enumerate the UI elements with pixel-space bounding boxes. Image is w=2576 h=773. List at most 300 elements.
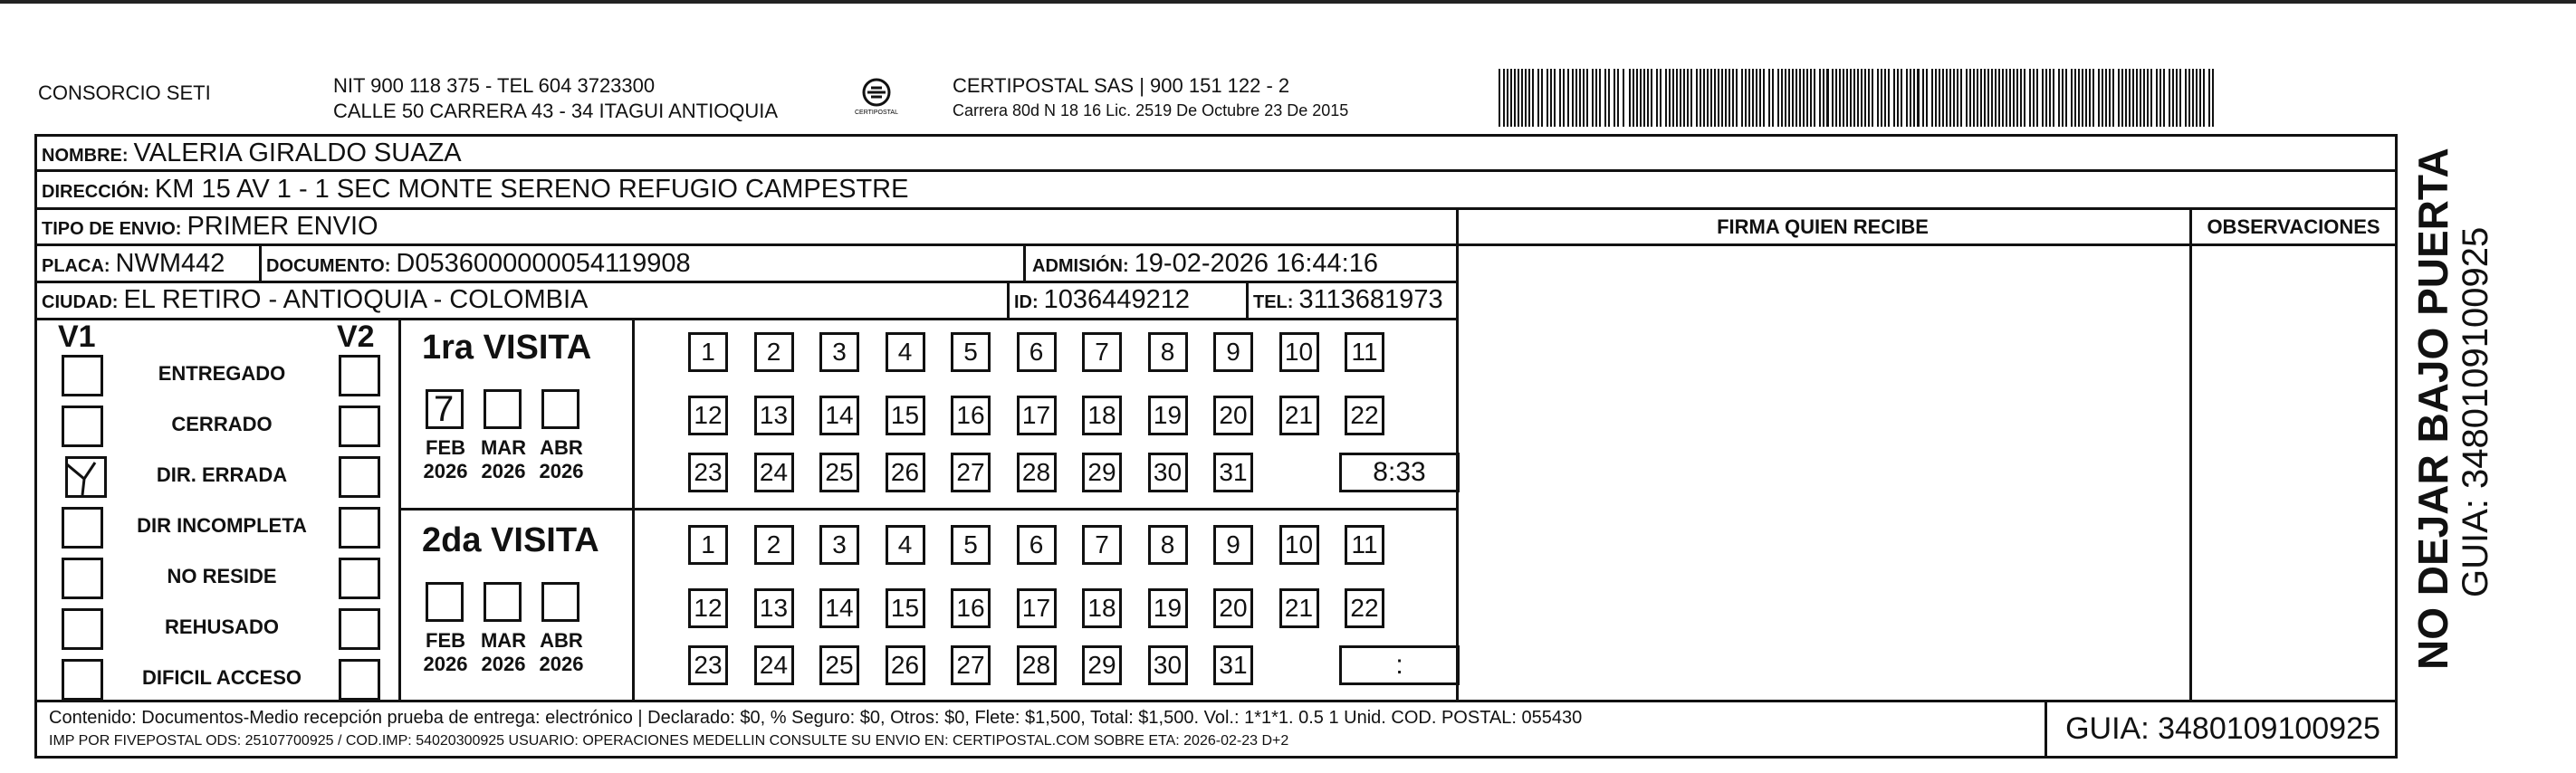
barcode-bar [1897,69,1899,127]
barcode-bar [2065,69,2067,127]
barcode-bar [1741,69,1743,127]
barcode-bar [1777,69,1779,127]
ciudad-value: EL RETIRO - ANTIOQUIA - COLOMBIA [123,285,589,314]
barcode-bar [1532,69,1534,127]
barcode-bar [1799,69,1801,127]
barcode-bar [1651,69,1652,127]
top-rule [0,0,2576,4]
barcode-bar [2132,69,2134,127]
time-box[interactable]: : [1339,645,1460,685]
day-box-27[interactable]: 27 [951,453,991,492]
company-name: CONSORCIO SETI [38,81,211,104]
barcode-bar [1763,69,1765,127]
day-box-23[interactable]: 23 [688,453,728,492]
barcode-bar [1917,69,1920,127]
barcode-bar [1913,69,1915,127]
month-year: 2026 [539,460,584,482]
barcode-bar [1864,69,1866,127]
barcode-bar [1592,69,1594,127]
barcode-bar [1977,69,1978,127]
admision-cell [1032,248,1378,282]
barcode-bar [1850,69,1852,127]
day-box-17[interactable]: 17 [1017,396,1057,435]
barcode-bar [1572,69,1574,127]
day-box-12[interactable]: 12 [688,396,728,435]
barcode-bar [2078,69,2080,127]
barcode-bar [2053,69,2054,127]
day-box-13[interactable]: 13 [754,588,794,628]
barcode-bar [1640,69,1642,127]
firma-label: FIRMA QUIEN RECIBE [1717,215,1929,238]
barcode-bar [1567,69,1569,127]
ciudad-label: CIUDAD: [42,292,119,312]
day-box-5[interactable]: 5 [951,332,991,372]
month-year: 2026 [481,653,526,675]
barcode-bar [1806,69,1808,127]
barcode-bar [1877,69,1879,127]
barcode-bar [2071,69,2073,127]
day-box-22[interactable]: 22 [1345,396,1384,435]
barcode-bar [1748,69,1750,127]
barcode-bar [1939,69,1940,127]
month-checkbox[interactable] [541,582,579,622]
logo-text: CERTIPOSTAL [855,110,898,116]
day-box-25[interactable]: 25 [819,453,859,492]
day-box-5[interactable]: 5 [951,525,991,565]
barcode-bar [1960,69,1962,127]
v2-checkbox[interactable] [339,507,380,549]
time-box[interactable]: 8:33 [1339,453,1460,492]
barcode-bar [2029,69,2031,127]
barcode-bar [1550,69,1552,127]
barcode-bar [1707,69,1709,127]
barcode-bar [1803,69,1805,127]
barcode-bar [1853,69,1855,127]
barcode-bar [1629,69,1631,127]
barcode-bar [1660,69,1661,127]
tel-value: 3113681973 [1298,285,1443,314]
direccion-row [42,174,908,207]
day-box-21[interactable]: 21 [1279,588,1319,628]
barcode-bar [1518,69,1519,127]
barcode-bar [1792,69,1794,127]
barcode-bar [1563,69,1565,127]
observations-area[interactable] [2193,247,2396,698]
day-box-3[interactable]: 3 [819,525,859,565]
month-checkbox[interactable] [484,389,522,429]
barcode-bar [1499,69,1500,127]
day-box-19[interactable]: 19 [1148,588,1188,628]
certipostal-logo-icon [855,72,898,116]
barcode-bar [1832,69,1834,127]
status-label-dir-incompleta: DIR INCOMPLETA [137,514,307,537]
month-checkbox[interactable] [426,582,464,622]
barcode-bar [1823,69,1824,127]
barcode-bar [1910,69,1911,127]
documento-label: DOCUMENTO: [266,256,391,276]
barcode-bar [1599,69,1601,127]
day-box-10[interactable]: 10 [1279,332,1319,372]
v1-checkbox[interactable] [62,507,103,549]
barcode-bar [1931,69,1933,127]
barcode-bar [2179,69,2181,127]
status-label-dir-errada: DIR. ERRADA [156,463,288,486]
barcode-bar [1579,69,1581,127]
barcode-bar [1503,69,1505,127]
v1-checkbox[interactable] [62,355,103,396]
day-box-29[interactable]: 29 [1082,645,1122,685]
day-box-21[interactable]: 21 [1279,396,1319,435]
barcode-bar [1718,69,1719,127]
v2-checkbox[interactable] [339,558,380,599]
day-box-11[interactable]: 11 [1345,525,1384,565]
barcode-bar [1617,69,1619,127]
day-box-11[interactable]: 11 [1345,332,1384,372]
barcode-bar [1973,69,1975,127]
barcode-bar [1949,69,1951,127]
barcode-bar [1881,69,1882,127]
id-value: 1036449212 [1043,285,1190,314]
barcode-bar [1614,69,1615,127]
barcode-bar [1633,69,1634,127]
barcode-bar [2150,69,2152,127]
v2-checkbox[interactable] [339,608,380,650]
day-box-27[interactable]: 27 [951,645,991,685]
barcode-bar [1528,69,1530,127]
barcode-bar [1906,69,1908,127]
day-box-6[interactable]: 6 [1017,525,1057,565]
barcode-bar [2118,69,2120,127]
day-box-8[interactable]: 8 [1148,525,1188,565]
barcode-bar [1525,69,1527,127]
barcode-bar [2020,69,2022,127]
barcode-bar [2109,69,2111,127]
barcode-bar [1672,69,1674,127]
v2-label: V2 [337,320,375,354]
barcode-bar [1759,69,1761,127]
day-box-3[interactable]: 3 [819,332,859,372]
day-box-8[interactable]: 8 [1148,332,1188,372]
barcode-bar [1636,69,1638,127]
barcode-bar [1810,69,1812,127]
barcode-bar [1690,69,1692,127]
barcode-bar [2006,69,2007,127]
day-box-26[interactable]: 26 [886,453,925,492]
barcode-bar [2192,69,2194,127]
v1-checkbox[interactable] [62,406,103,447]
day-box-24[interactable]: 24 [754,645,794,685]
v1-checkbox[interactable] [62,608,103,650]
day-box-31[interactable]: 31 [1213,453,1253,492]
barcode-bar [1521,69,1523,127]
placa-label: PLACA: [42,256,110,276]
admision-value: 19-02-2026 16:44:16 [1134,249,1378,278]
signature-area[interactable] [1460,247,2188,698]
day-box-15[interactable]: 15 [886,396,925,435]
day-box-12[interactable]: 12 [688,588,728,628]
day-box-16[interactable]: 16 [951,396,991,435]
day-box-31[interactable]: 31 [1213,645,1253,685]
footer-content-line: Contenido: Documentos-Medio recepción prueba de entrega: electrónico | Declarado: $0, % Seguro: $0, Otros: $0, Flete: $1,500, Total: $1,500. Vol.: 1*1*1. 0.5 1 Unid. COD. POSTAL: 055430 [49,708,1583,728]
barcode-bar [2140,69,2141,127]
tipo-envio-label: TIPO DE ENVIO: [42,219,182,239]
day-box-20[interactable]: 20 [1213,396,1253,435]
barcode-bar [1665,69,1667,127]
barcode-bar [1772,69,1774,127]
barcode-bar [2042,69,2044,127]
barcode-bar [1788,69,1790,127]
v2-checkbox[interactable] [339,406,380,447]
v1-checkbox[interactable] [62,659,103,701]
documento-value: D0536000000054119908 [396,249,691,278]
barcode-bar [1946,69,1948,127]
barcode-bar [1703,69,1705,127]
barcode-bar [1559,69,1561,127]
barcode-bar [2136,69,2138,127]
barcode-bar [1541,69,1543,127]
barcode-bar [1669,69,1671,127]
month-name: FEB [426,436,465,459]
barcode-bar [2159,69,2161,127]
documento-cell [266,248,691,282]
barcode-bar [1586,69,1588,127]
barcode-bar [1507,69,1508,127]
barcode-bar [2172,69,2174,127]
placa-value: NWM442 [115,249,225,278]
barcode-bar [1623,69,1624,127]
ciudad-cell [42,284,588,318]
barcode-bar [1729,69,1730,127]
barcode-bar [1732,69,1734,127]
barcode-bar [1953,69,1955,127]
barcode-bar [2085,69,2087,127]
barcode-bar [2163,69,2165,127]
barcode-bar [2147,69,2149,127]
day-box-28[interactable]: 28 [1017,453,1057,492]
barcode-bar [1826,69,1829,127]
barcode-bar [2112,69,2114,127]
barcode-bar [1575,69,1577,127]
day-box-14[interactable]: 14 [819,588,859,628]
barcode-bar [2188,69,2190,127]
barcode-bar [1861,69,1863,127]
month-year: 2026 [423,460,468,482]
v2-checkbox[interactable] [339,355,380,396]
month-checkbox[interactable] [426,389,464,429]
barcode-bar [1721,69,1723,127]
month-label [476,436,531,483]
barcode-bar [1839,69,1841,127]
barcode-bar [1752,69,1754,127]
direccion-label: DIRECCIÓN: [42,182,149,202]
barcode-bar [1966,69,1968,127]
month-year: 2026 [423,653,468,675]
day-box-22[interactable]: 22 [1345,588,1384,628]
barcode-bar [2199,69,2201,127]
barcode-bar [2024,69,2025,127]
status-label-cerrado: CERRADO [171,413,273,435]
barcode-bar [1819,69,1821,127]
v1-checkbox[interactable] [65,456,107,498]
day-box-20[interactable]: 20 [1213,588,1253,628]
day-box-7[interactable]: 7 [1082,332,1122,372]
barcode-bar [2098,69,2100,127]
day-box-6[interactable]: 6 [1017,332,1057,372]
barcode-bar [1893,69,1895,127]
month-name: ABR [540,436,583,459]
barcode-bar [1872,69,1873,127]
day-box-16[interactable]: 16 [951,588,991,628]
day-box-19[interactable]: 19 [1148,396,1188,435]
barcode-bar [1857,69,1859,127]
barcode-bar [1995,69,1997,127]
barcode-bar [2092,69,2094,127]
month-checkbox[interactable] [484,582,522,622]
side-guia: GUIA: 3480109100925 [2456,226,2495,597]
barcode-bar [1687,69,1689,127]
id-label: ID: [1014,292,1039,312]
barcode-bar [2203,69,2205,127]
barcode-bar [1781,69,1783,127]
barcode-bar [1980,69,1982,127]
day-box-29[interactable]: 29 [1082,453,1122,492]
barcode-bar [1547,69,1548,127]
day-box-23[interactable]: 23 [688,645,728,685]
day-box-2[interactable]: 2 [754,332,794,372]
barcode-bar [1987,69,1989,127]
day-box-18[interactable]: 18 [1082,588,1122,628]
status-label-rehusado: REHUSADO [165,616,279,638]
tipo-envio-row [42,211,378,244]
barcode-bar [1926,69,1928,127]
barcode-bar [2082,69,2083,127]
barcode-bar [2129,69,2131,127]
day-box-14[interactable]: 14 [819,396,859,435]
nit-line: NIT 900 118 375 - TEL 604 3723300 [333,74,656,97]
month-label [418,629,473,676]
status-label-no-reside: NO RESIDE [167,565,277,587]
v2-checkbox[interactable] [339,456,380,498]
nombre-label: NOMBRE: [42,146,129,166]
nombre-value: VALERIA GIRALDO SUAZA [133,138,462,167]
barcode-bar [1835,69,1837,127]
barcode-bar [1957,69,1958,127]
day-box-10[interactable]: 10 [1279,525,1319,565]
nombre-row [42,138,462,171]
barcode-bar [2033,69,2035,127]
barcode-bar [1814,69,1815,127]
status-label-entregado: ENTREGADO [158,362,286,385]
barcode-bar [2105,69,2107,127]
barcode-bar [1868,69,1870,127]
month-label [534,629,589,676]
barcode-bar [2074,69,2076,127]
barcode-bar [1846,69,1848,127]
day-box-18[interactable]: 18 [1082,396,1122,435]
admision-label: ADMISIÓN: [1032,256,1129,276]
month-name: ABR [540,629,583,652]
tel-label: TEL: [1253,292,1294,312]
day-box-30[interactable]: 30 [1148,645,1188,685]
barcode-bar [2062,69,2064,127]
day-box-7[interactable]: 7 [1082,525,1122,565]
day-box-4[interactable]: 4 [886,332,925,372]
barcode-bar [2121,69,2123,127]
month-label [476,629,531,676]
barcode-bar [1608,69,1610,127]
v1-checkbox[interactable] [62,558,103,599]
day-box-15[interactable]: 15 [886,588,925,628]
barcode-bar [1888,69,1890,127]
barcode-bar [1901,69,1902,127]
barcode-bar [2089,69,2091,127]
tipo-envio-value: PRIMER ENVIO [187,212,378,241]
month-year: 2026 [539,653,584,675]
day-box-28[interactable]: 28 [1017,645,1057,685]
barcode-bar [1604,69,1606,127]
barcode-bar [1680,69,1681,127]
barcode-bar [2016,69,2018,127]
footer-imp-line: IMP POR FIVEPOSTAL ODS: 25107700925 / COD.IMP: 54020300925 USUARIO: OPERACIONES MEDELLIN CONSULTE SU ENVIO EN: CERTIPOSTAL.COM SOBRE ETA: 2026-02-23 D+2 [49,733,1289,749]
day-box-9[interactable]: 9 [1213,525,1253,565]
visit-title-1: 1ra VISITA [422,329,592,367]
barcode-bar [2196,69,2198,127]
day-box-30[interactable]: 30 [1148,453,1188,492]
barcode-bar [2058,69,2060,127]
barcode-bar [2045,69,2047,127]
day-box-1[interactable]: 1 [688,525,728,565]
day-box-25[interactable]: 25 [819,645,859,685]
barcode-bar [2176,69,2178,127]
month-name: MAR [480,436,527,459]
barcode-bar [2049,69,2051,127]
day-box-9[interactable]: 9 [1213,332,1253,372]
barcode-bar [2143,69,2145,127]
barcode-bar [1768,69,1770,127]
barcode-bar [1700,69,1701,127]
barcode-bar [1696,69,1698,127]
v2-checkbox[interactable] [339,659,380,701]
certipostal-address: Carrera 80d N 18 16 Lic. 2519 De Octubre 23 De 2015 [953,101,1349,119]
barcode-bar [1984,69,1986,127]
id-cell [1014,284,1190,318]
barcode-bar [1935,69,1937,127]
barcode-bar [1595,69,1597,127]
day-box-4[interactable]: 4 [886,525,925,565]
barcode-bar [2009,69,2011,127]
barcode-bar [2169,69,2170,127]
guia-footer: GUIA: 3480109100925 [2065,711,2380,746]
day-box-13[interactable]: 13 [754,396,794,435]
barcode-bar [1647,69,1649,127]
day-box-1[interactable]: 1 [688,332,728,372]
day-box-24[interactable]: 24 [754,453,794,492]
observaciones-label: OBSERVACIONES [2207,215,2380,238]
month-checkbox[interactable] [541,389,579,429]
day-box-2[interactable]: 2 [754,525,794,565]
day-box-26[interactable]: 26 [886,645,925,685]
certipostal-line: CERTIPOSTAL SAS | 900 151 122 - 2 [953,74,1290,97]
day-box-17[interactable]: 17 [1017,588,1057,628]
barcode-bar [1514,69,1516,127]
barcode-bar [2208,69,2210,127]
barcode-bar [1710,69,1712,127]
barcode-bar [1796,69,1797,127]
month-year: 2026 [481,460,526,482]
month-mark: 7 [434,389,455,429]
barcode-bar [1510,69,1512,127]
barcode-bar [1756,69,1757,127]
